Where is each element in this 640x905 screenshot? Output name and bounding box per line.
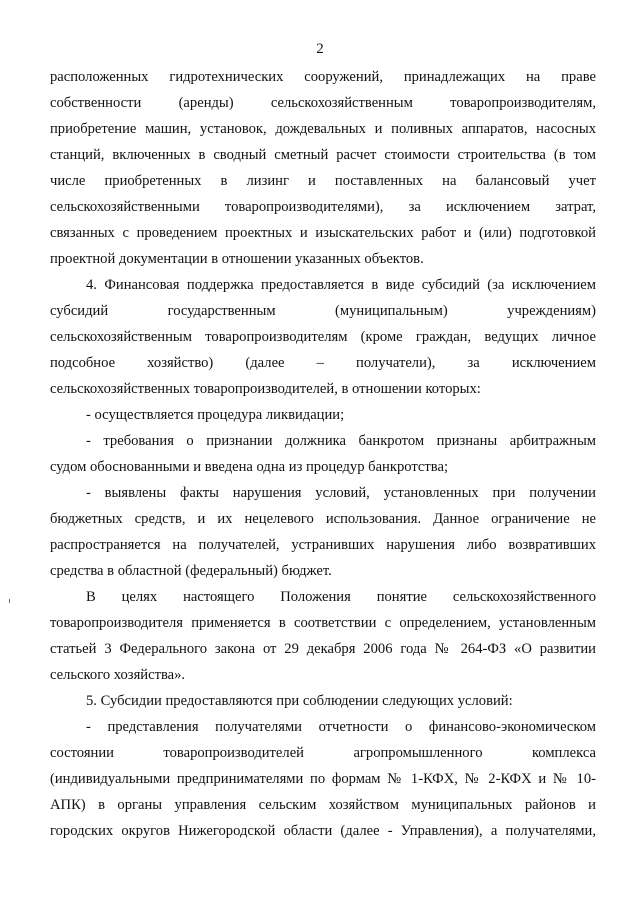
text-line: - требования о признании должника банкротом признаны арбитражным [86, 433, 596, 449]
text-line: - выявлены факты нарушения условий, установленных при получении [86, 485, 596, 501]
text-line: распространяется на получателей, устранивших нарушения либо возвративших [50, 537, 596, 553]
text-line: - осуществляется процедура ликвидации; [86, 407, 345, 423]
paragraph-bullet-liquidation [50, 402, 596, 428]
text-line: В целях настоящего Положения понятие сельскохозяйственного [86, 589, 596, 605]
text-line: сельскохозяйственными товаропроизводителями), за исключением затрат, [50, 199, 596, 215]
paragraph-item-4 [50, 272, 596, 402]
text-line: сельского хозяйства». [50, 667, 186, 683]
paragraph-definition [50, 584, 596, 688]
paragraph-bullet-bankruptcy [50, 428, 596, 480]
text-line: связанных с проведением проектных и изыскательских работ и (или) подготовкой [50, 225, 596, 241]
text-line: расположенных гидротехнических сооружений, принадлежащих на праве [50, 69, 596, 85]
text-line: собственности (аренды) сельскохозяйственным товаропроизводителям, [50, 95, 596, 111]
text-line: проектной документации в отношении указанных объектов. [50, 251, 424, 267]
text-line: состоянии товаропроизводителей агропромышленного комплекса [50, 745, 596, 761]
text-line: приобретение машин, установок, дождевальных и поливных аппаратов, насосных [50, 121, 596, 137]
text-line: сельскохозяйственным товаропроизводителям (кроме граждан, ведущих личное [50, 329, 596, 345]
page-number: 2 [316, 41, 324, 57]
paragraph-bullet-reporting [50, 714, 596, 844]
text-line: бюджетных средств, и их нецелевого использования. Данное ограничение не [50, 511, 596, 527]
text-line: субсидий государственным (муниципальным) учреждениям) [50, 303, 596, 319]
text-line: статьей 3 Федерального закона от 29 декабря 2006 года № 264-ФЗ «О развитии [50, 641, 596, 657]
text-line: 5. Субсидии предоставляются при соблюдении следующих условий: [86, 693, 513, 709]
text-line: 4. Финансовая поддержка предоставляется в виде субсидий (за исключением [86, 277, 596, 293]
text-line: АПК) в органы управления сельским хозяйством муниципальных районов и [50, 797, 596, 813]
text-line: (индивидуальными предпринимателями по формам № 1-КФХ, № 2-КФХ и № 10- [50, 771, 596, 787]
document-body [50, 64, 596, 844]
text-line: товаропроизводителя применяется в соответствии с определением, установленным [50, 615, 596, 631]
scan-speck [9, 599, 10, 603]
text-line: числе приобретенных в лизинг и поставленных на балансовый учет [50, 173, 596, 189]
paragraph-continuation [50, 64, 596, 272]
text-line: сельскохозяйственных товаропроизводителей, в отношении которых: [50, 381, 481, 397]
text-line: станций, включенных в сводный сметный расчет стоимости строительства (в том [50, 147, 596, 163]
paragraph-bullet-violations [50, 480, 596, 584]
text-line: городских округов Нижегородской области (далее - Управления), а получателями, [50, 823, 596, 839]
paragraph-item-5 [50, 688, 596, 714]
text-line: средства в областной (федеральный) бюджет. [50, 563, 332, 579]
text-line: подсобное хозяйство) (далее – получатели), за исключением [50, 355, 596, 371]
text-line: - представления получателями отчетности о финансово-экономическом [86, 719, 596, 735]
text-line: судом обоснованными и введена одна из процедур банкротства; [50, 459, 448, 475]
